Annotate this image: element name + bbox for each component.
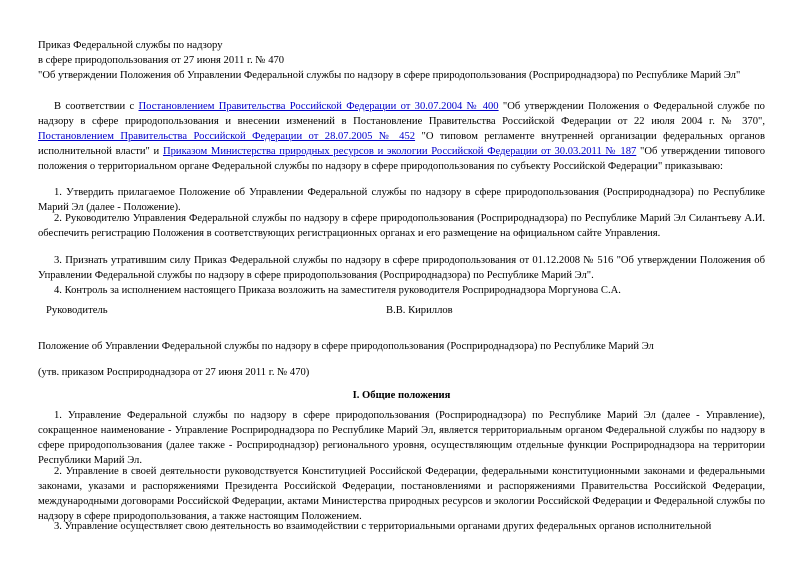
order-item-4: 4. Контроль за исполнением настоящего Приказа возложить на заместителя руководителя Росприроднадзора Моргунова С.А. (54, 285, 621, 296)
link-postanovlenie-400[interactable]: Постановлением Правительства Российской Федерации от 30.07.2004 № 400 (138, 101, 499, 112)
header-line-2: в сфере природопользования от 27 июня 2011 г. № 470 (38, 55, 285, 66)
link-postanovlenie-452[interactable]: Постановлением Правительства Российской Федерации от 28.07.2005 № 452 (38, 131, 416, 142)
order-item-2: 2. Руководителю Управления Федеральной службы по надзору в сфере природопользования (Росприроднадзора) по Республике Марий Эл Силантьеву А.И. обеспечить регистрацию Положения в соответствующих регистрационных органах и его размещение на официальном сайте Управления. (38, 213, 765, 239)
regulation-paragraph-2: 2. Управление в своей деятельности руководствуется Конституцией Российской Федерации, федеральными конституционными законами и федеральными законами, указами и распоряжениями Президента Российской Федерации, постановлениями и распоряжениями Правительства Российской Федерации, международными договорами Российской Федерации, актами Министерства природных ресурсов и экологии Российской Федерации и Федеральной службы по надзору в сфере природопользования, а также настоящим Положением. (38, 466, 765, 522)
regulation-paragraph-3: 3. Управление осуществляет свою деятельность во взаимодействии с территориальными органами других федеральных органов исполнительной (54, 521, 712, 532)
link-prikaz-187[interactable]: Приказом Министерства природных ресурсов и экологии Российской Федерации от 30.03.2011 № 187 (162, 146, 637, 157)
order-item-3: 3. Признать утратившим силу Приказ Федеральной службы по надзору в сфере природопользования от 01.12.2008 № 516 "Об утверждении Положения об Управлении Федеральной службы по надзору в сфере природопользования (Росприроднадзора) по Республике Марий Эл". (38, 255, 765, 281)
section-heading-general: I. Общие положения (352, 390, 451, 401)
preamble-text-3: "О типовом регламенте внутренней организации федеральных органов исполнительной власти" и (38, 131, 765, 157)
preamble-paragraph (38, 99, 765, 174)
regulation-paragraph-1: 1. Управление Федеральной службы по надзору в сфере природопользования (Росприроднадзора) по Республике Марий Эл (далее - Управление), сокращенное наименование - Управление Росприроднадзора по Республике Марий Эл, является территориальным органом Федеральной службы по надзору в сфере природопользования (далее также - Росприроднадзор) регионального уровня, осуществляющим отдельные функции Росприроднадзора на территории Республики Марий Эл. (38, 410, 765, 466)
signature-name: В.В. Кириллов (386, 305, 453, 316)
preamble-text-2: "Об утверждении Положения о Федеральной службе по надзору в сфере природопользования и внесении изменений в Постановление Правительства Российской Федерации от 22 июля 2004 г. № 370", (38, 101, 765, 127)
regulation-approval-note: (утв. приказом Росприроднадзора от 27 июня 2011 г. № 470) (38, 367, 310, 378)
preamble-text-4: "Об утверждении типового положения о территориальном органе Федеральной службы по надзору в сфере природопользования по субъекту Российской Федерации" приказываю: (38, 146, 766, 172)
header-line-3: "Об утверждении Положения об Управлении Федеральной службы по надзору в сфере природопользования (Росприроднадзора) по Республике Марий Эл" (38, 70, 741, 81)
header-line-1: Приказ Федеральной службы по надзору (38, 40, 223, 51)
order-item-1: 1. Утвердить прилагаемое Положение об Управлении Федеральной службы по надзору в сфере природопользования (Росприроднадзора) по Республике Марий Эл (далее - Положение). (38, 187, 765, 213)
regulation-title: Положение об Управлении Федеральной службы по надзору в сфере природопользования (Росприроднадзора) по Республике Марий Эл (38, 341, 654, 352)
document-header (38, 38, 773, 83)
preamble-text-1: В соответствии с (54, 101, 139, 112)
signature-role: Руководитель (46, 305, 108, 316)
